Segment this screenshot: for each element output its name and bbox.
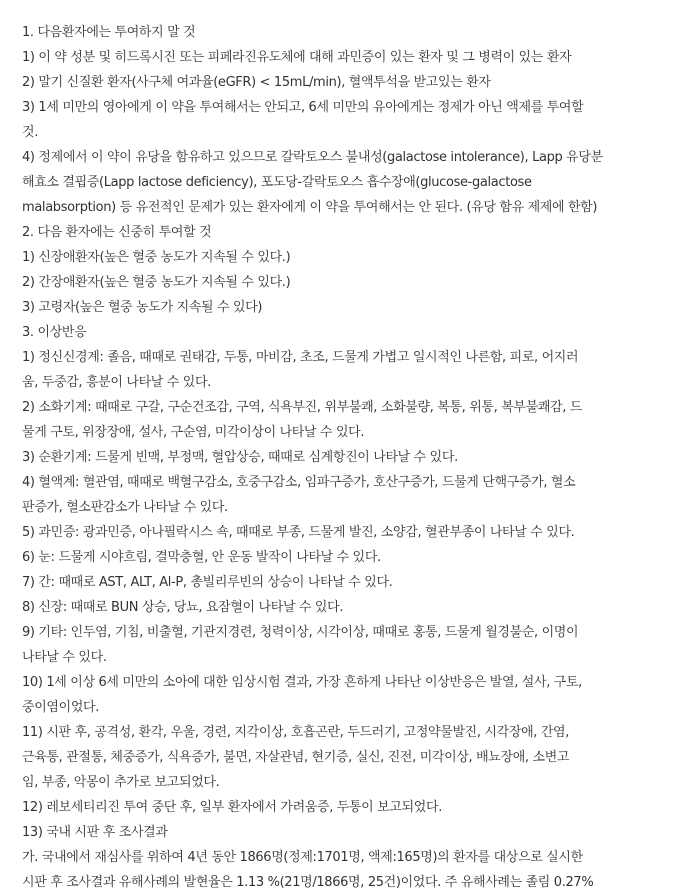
text-line: 중이염이었다. bbox=[22, 700, 100, 715]
text-line: 8) 신장: 때때로 BUN 상승, 당뇨, 요잠혈이 나타날 수 있다. bbox=[22, 600, 344, 615]
text-line: 10) 1세 이상 6세 미만의 소아에 대한 임상시험 결과, 가장 흔하게 나타난 이상반응은 발열, 설사, 구토, bbox=[22, 675, 582, 690]
text-line: 움, 두중감, 흥분이 나타날 수 있다. bbox=[22, 375, 211, 390]
text-line: 물게 구토, 위장장애, 설사, 구순염, 미각이상이 나타날 수 있다. bbox=[22, 425, 365, 440]
text-line: 2) 소화기계: 때때로 구갈, 구순건조감, 구역, 식욕부진, 위부불쾌, 소화불량, 복통, 위통, 복부불쾌감, 드 bbox=[22, 400, 583, 415]
text-line: 3) 고령자(높은 혈중 농도가 지속될 수 있다) bbox=[22, 300, 263, 315]
text-line: 5) 과민증: 광과민증, 아나필락시스 쇽, 때때로 부종, 드물게 발진, 소양감, 혈관부종이 나타날 수 있다. bbox=[22, 525, 575, 540]
text-line: 임, 부종, 악몽이 추가로 보고되었다. bbox=[22, 775, 220, 790]
text-line: 것. bbox=[22, 125, 38, 140]
text-line: 4) 혈액계: 혈관염, 때때로 백혈구감소, 호중구감소, 임파구증가, 호산구증가, 드물게 단핵구증가, 혈소 bbox=[22, 475, 576, 490]
text-line: 1) 신장애환자(높은 혈중 농도가 지속될 수 있다.) bbox=[22, 250, 291, 265]
text-line: 근육통, 관절통, 체중증가, 식욕증가, 불면, 자살관념, 현기증, 실신, 진전, 미각이상, 배뇨장애, 소변고 bbox=[22, 750, 570, 765]
text-line: 11) 시판 후, 공격성, 환각, 우울, 경련, 지각이상, 호흡곤란, 두드러기, 고정약물발진, 시각장애, 간염, bbox=[22, 725, 570, 740]
section-heading-adverse-reactions: 3. 이상반응 bbox=[22, 325, 87, 340]
text-line: 2) 간장애환자(높은 혈중 농도가 지속될 수 있다.) bbox=[22, 275, 291, 290]
text-line: malabsorption) 등 유전적인 문제가 있는 환자에게 이 약을 투여해서는 안 된다. (유당 함유 제제에 한함) bbox=[22, 200, 598, 215]
text-line: 7) 간: 때때로 AST, ALT, Al-P, 총빌리루빈의 상승이 나타날 수 있다. bbox=[22, 575, 393, 590]
section-heading-precautions: 2. 다음 환자에는 신중히 투여할 것 bbox=[22, 225, 212, 240]
text-line: 판증가, 혈소판감소가 나타날 수 있다. bbox=[22, 500, 228, 515]
text-line: 12) 레보세티리진 투여 중단 후, 일부 환자에서 가려움증, 두통이 보고되었다. bbox=[22, 800, 442, 815]
text-line: 1) 이 약 성분 및 히드록시진 또는 피페라진유도체에 대해 과민증이 있는 환자 및 그 병력이 있는 환자 bbox=[22, 50, 572, 65]
text-line: 해효소 결핍증(Lapp lactose deficiency), 포도당-갈락토오스 흡수장애(glucose-galactose bbox=[22, 175, 532, 190]
text-line: 2) 말기 신질환 환자(사구체 여과율(eGFR) < 15mL/min), 혈액투석을 받고있는 환자 bbox=[22, 75, 491, 90]
text-line: 1) 정신신경계: 졸음, 때때로 권태감, 두통, 마비감, 초조, 드물게 가볍고 일시적인 나른함, 피로, 어지러 bbox=[22, 350, 579, 365]
text-line: 6) 눈: 드물게 시야흐림, 결막충혈, 안 운동 발작이 나타날 수 있다. bbox=[22, 550, 381, 565]
text-line: 가. 국내에서 재심사를 위하여 4년 동안 1866명(정제:1701명, 액제:165명)의 환자를 대상으로 실시한 bbox=[22, 850, 583, 865]
text-line: 4) 정제에서 이 약이 유당을 함유하고 있으므로 갈락토오스 불내성(galactose intolerance), Lapp 유당분 bbox=[22, 150, 603, 165]
text-line: 나타날 수 있다. bbox=[22, 650, 107, 665]
text-line: 13) 국내 시판 후 조사결과 bbox=[22, 825, 168, 840]
text-line: 3) 1세 미만의 영아에게 이 약을 투여해서는 안되고, 6세 미만의 유아에게는 정제가 아닌 액제를 투여할 bbox=[22, 100, 584, 115]
text-line: 9) 기타: 인두염, 기침, 비출혈, 기관지경련, 청력이상, 시각이상, 때때로 홍통, 드물게 월경불순, 이명이 bbox=[22, 625, 579, 640]
text-line: 시판 후 조사결과 유해사례의 발현율은 1.13 %(21명/1866명, 25건)이었다. 주 유해사례는 졸림 0.27% bbox=[22, 875, 594, 890]
text-line: 3) 순환기계: 드물게 빈맥, 부정맥, 혈압상승, 때때로 심계항진이 나타날 수 있다. bbox=[22, 450, 458, 465]
section-heading-contraindications: 1. 다음환자에는 투여하지 말 것 bbox=[22, 25, 196, 40]
